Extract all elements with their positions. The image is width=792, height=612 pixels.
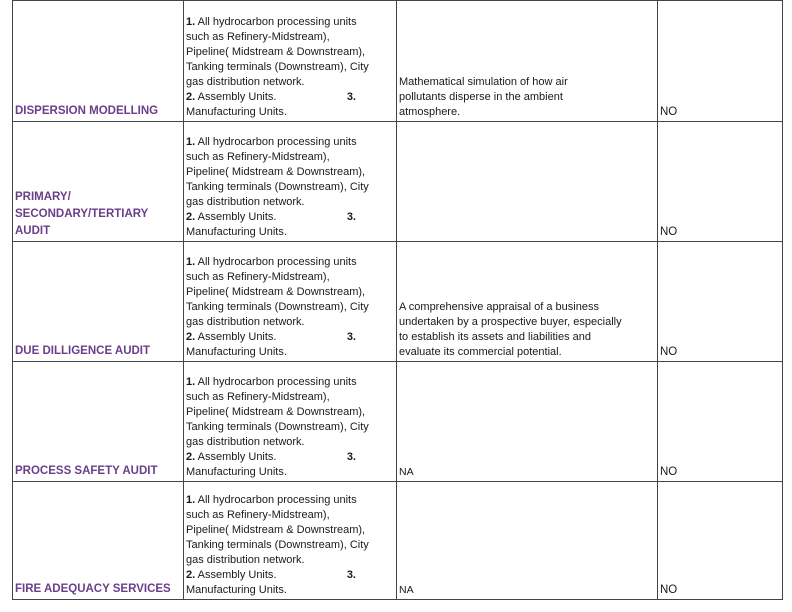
service-name-cell [13, 482, 184, 600]
requirement-value: NO [660, 226, 678, 238]
service-name-cell [13, 362, 184, 482]
scope-line: Tanking terminals (Downstream), City [186, 539, 369, 551]
description-line: Mathematical simulation of how air [399, 76, 568, 88]
service-name: DISPERSION MODELLING [15, 105, 159, 117]
scope-list [186, 493, 394, 598]
service-name: PROCESS SAFETY AUDIT [15, 465, 158, 477]
scope-line: Tanking terminals (Downstream), City [186, 301, 369, 313]
table-row [13, 1, 783, 122]
service-name-cell [13, 122, 184, 242]
scope-line: Pipeline( Midstream & Downstream), [186, 286, 366, 298]
service-name: FIRE ADEQUACY SERVICES [15, 583, 171, 595]
scope-line: Tanking terminals (Downstream), City [186, 61, 369, 73]
requirement-value: NO [660, 584, 678, 596]
table-row [13, 242, 783, 362]
scope-line: such as Refinery-Midstream), [186, 151, 330, 163]
description-line: A comprehensive appraisal of a business [399, 301, 599, 313]
scope-list [186, 375, 394, 480]
scope-line: gas distribution network. [186, 554, 305, 566]
scope-line [186, 568, 394, 583]
scope-cell [184, 362, 397, 482]
scope-text: All hydrocarbon processing units [195, 16, 357, 28]
service-name: PRIMARY/ SECONDARY/TERTIARY AUDIT [15, 191, 149, 237]
scope-number: 3. [346, 91, 356, 103]
scope-cell [184, 1, 397, 122]
description-line: undertaken by a prospective buyer, especially [399, 316, 622, 328]
description-line: pollutants disperse in the ambient [399, 91, 563, 103]
description-cell [397, 242, 658, 362]
requirement-cell [658, 122, 783, 242]
scope-line [186, 210, 394, 225]
description [399, 75, 655, 120]
scope-cell [184, 482, 397, 600]
requirement-cell [658, 1, 783, 122]
scope-text: Assembly Units. [195, 451, 277, 463]
scope-line: Manufacturing Units. [186, 584, 287, 596]
scope-number: 1. [186, 494, 196, 506]
scope-line: Pipeline( Midstream & Downstream), [186, 524, 366, 536]
requirement-value: NO [660, 346, 678, 358]
description-cell [397, 122, 658, 242]
scope-line: Manufacturing Units. [186, 106, 287, 118]
scope-text: All hydrocarbon processing units [195, 136, 357, 148]
scope-number: 2. [186, 91, 196, 103]
description-cell [397, 362, 658, 482]
scope-number: 1. [186, 16, 196, 28]
scope-line [186, 255, 394, 270]
scope-number: 2. [186, 211, 196, 223]
scope-number: 3. [346, 569, 356, 581]
scope-line [186, 450, 394, 465]
scope-number: 1. [186, 256, 196, 268]
scope-text: Assembly Units. [195, 569, 277, 581]
table-row [13, 482, 783, 600]
scope-line: Manufacturing Units. [186, 346, 287, 358]
description [399, 300, 655, 360]
requirement-cell [658, 482, 783, 600]
scope-text: Assembly Units. [195, 211, 277, 223]
description-cell [397, 482, 658, 600]
requirement-value: NO [660, 466, 678, 478]
scope-number: 2. [186, 569, 196, 581]
scope-number: 3. [346, 211, 356, 223]
scope-text: All hydrocarbon processing units [195, 256, 357, 268]
requirement-cell [658, 362, 783, 482]
scope-text: Assembly Units. [195, 331, 277, 343]
scope-line [186, 15, 394, 30]
service-name-cell [13, 242, 184, 362]
scope-line: Pipeline( Midstream & Downstream), [186, 166, 366, 178]
description-cell [397, 1, 658, 122]
scope-number: 2. [186, 331, 196, 343]
scope-cell [184, 242, 397, 362]
scope-line [186, 90, 394, 105]
scope-line: such as Refinery-Midstream), [186, 391, 330, 403]
scope-line: Manufacturing Units. [186, 226, 287, 238]
description-line: to establish its assets and liabilities and [399, 331, 591, 343]
requirement-value: NO [660, 106, 678, 118]
scope-text: All hydrocarbon processing units [195, 376, 357, 388]
scope-list [186, 255, 394, 360]
scope-list [186, 135, 394, 240]
scope-line: Tanking terminals (Downstream), City [186, 181, 369, 193]
scope-line: gas distribution network. [186, 196, 305, 208]
scope-number: 1. [186, 376, 196, 388]
scope-line: Tanking terminals (Downstream), City [186, 421, 369, 433]
description-na: NA [399, 584, 414, 596]
description-na: NA [399, 466, 414, 478]
scope-cell [184, 122, 397, 242]
scope-line: such as Refinery-Midstream), [186, 509, 330, 521]
scope-number: 3. [346, 331, 356, 343]
scope-line: gas distribution network. [186, 436, 305, 448]
description-line: atmosphere. [399, 106, 461, 118]
scope-line: Pipeline( Midstream & Downstream), [186, 406, 366, 418]
scope-line: Manufacturing Units. [186, 466, 287, 478]
services-table [12, 0, 783, 600]
scope-line [186, 375, 394, 390]
scope-number: 1. [186, 136, 196, 148]
scope-number: 3. [346, 451, 356, 463]
scope-list [186, 15, 394, 120]
requirement-cell [658, 242, 783, 362]
service-name: DUE DILLIGENCE AUDIT [15, 345, 151, 357]
scope-number: 2. [186, 451, 196, 463]
scope-line: such as Refinery-Midstream), [186, 31, 330, 43]
service-name-cell [13, 1, 184, 122]
scope-line [186, 330, 394, 345]
scope-line: such as Refinery-Midstream), [186, 271, 330, 283]
description-line: evaluate its commercial potential. [399, 346, 562, 358]
scope-line: Pipeline( Midstream & Downstream), [186, 46, 366, 58]
scope-line [186, 493, 394, 508]
scope-line: gas distribution network. [186, 76, 305, 88]
scope-line [186, 135, 394, 150]
table-row [13, 122, 783, 242]
table-row [13, 362, 783, 482]
scope-text: Assembly Units. [195, 91, 277, 103]
scope-line: gas distribution network. [186, 316, 305, 328]
scope-text: All hydrocarbon processing units [195, 494, 357, 506]
